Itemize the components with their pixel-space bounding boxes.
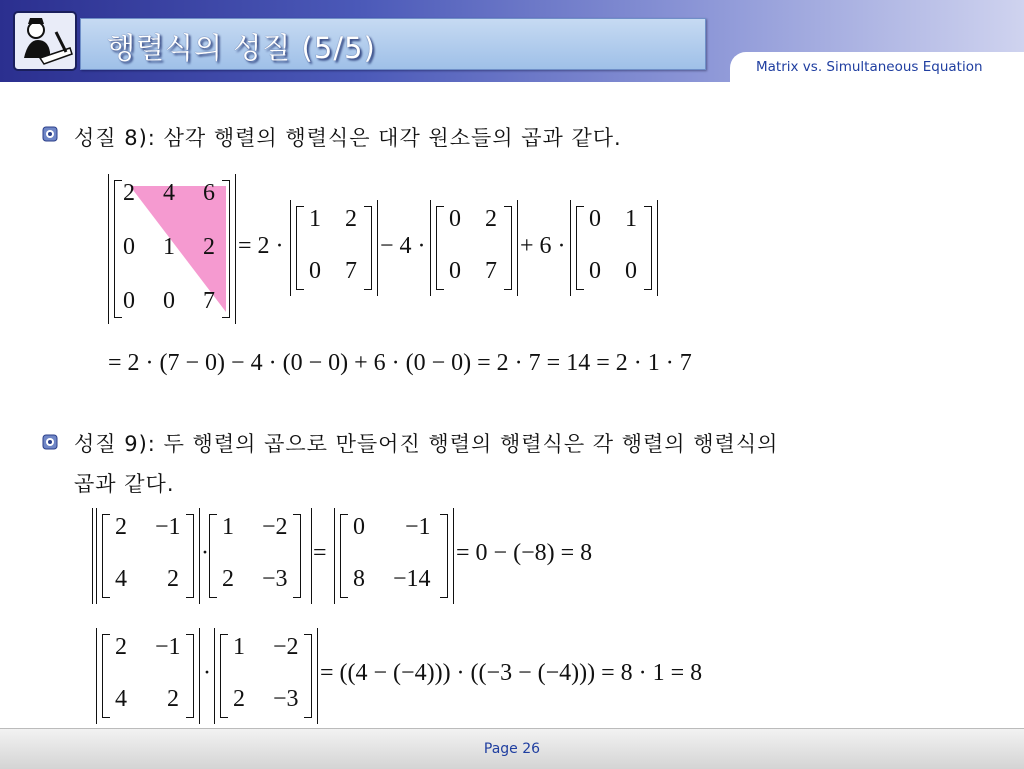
matrix-cell: 2 (222, 566, 234, 592)
matrix-cell: 0 (625, 258, 637, 284)
matrix-cell: 2 (115, 514, 127, 540)
det-B-2x2 (214, 628, 318, 724)
matrix-cell: −2 (262, 514, 288, 540)
property-9-continued: 곱과 같다. (74, 472, 175, 496)
matrix-cell: 1 (309, 206, 321, 232)
matrix-cell: 0 (123, 234, 135, 260)
property-9-text: 두 행렬의 곱으로 만들어진 행렬의 행렬식은 각 행렬의 행렬식의 (163, 432, 779, 456)
matrix-cell: −2 (273, 634, 299, 660)
matrix-cell: 0 (589, 258, 601, 284)
bullet-icon (42, 126, 58, 142)
bracket-right (304, 634, 312, 718)
matrix-cell: 6 (203, 180, 215, 206)
matrix-cell: −3 (273, 686, 299, 712)
matrix-cell: 0 (163, 288, 175, 314)
matrix-cell: 0 (123, 288, 135, 314)
bracket-right (364, 206, 372, 290)
expansion-result: = 2 · (7 − 0) − 4 · (0 − 0) + 6 · (0 − 0) = 2 · 7 = 14 = 2 · 1 · 7 (108, 350, 692, 376)
subtitle-tab (730, 52, 1024, 86)
matrix-cell: 0 (589, 206, 601, 232)
bracket-right (440, 514, 448, 598)
equation-result: = 0 − (−8) = 8 (456, 540, 593, 566)
matrix-cell: 0 (449, 258, 461, 284)
bracket-left (576, 206, 584, 290)
matrix-cell: 0 (353, 514, 365, 540)
writer-at-desk-icon (10, 8, 80, 74)
product-det-bars (92, 508, 312, 604)
bracket-left (102, 634, 110, 718)
property-9-label: 성질 9): (74, 432, 156, 456)
page-subtitle: Matrix vs. Simultaneous Equation (756, 59, 983, 75)
matrix-cell: 2 (167, 686, 179, 712)
det-minor-1 (290, 200, 378, 296)
operator: = 2 · (238, 233, 284, 259)
matrix-cell: 2 (203, 234, 215, 260)
bracket-right (186, 634, 194, 718)
property-8-text: 삼각 행렬의 행렬식은 대각 원소들의 곱과 같다. (163, 126, 622, 150)
det-minor-2 (430, 200, 518, 296)
property-9 (74, 428, 778, 458)
matrix-cell: −1 (405, 514, 431, 540)
matrix-cell: 2 (167, 566, 179, 592)
matrix-cell: −3 (262, 566, 288, 592)
bracket-right (222, 180, 230, 318)
bracket-left (436, 206, 444, 290)
matrix-cell: 1 (233, 634, 245, 660)
matrix-cell: 2 (345, 206, 357, 232)
matrix-cell: 4 (163, 180, 175, 206)
bracket-left (114, 180, 122, 318)
operator: · (203, 660, 211, 686)
matrix-cell: 1 (222, 514, 234, 540)
det-A-3x3 (108, 174, 236, 324)
matrix-cell: 4 (115, 686, 127, 712)
matrix-cell: 7 (203, 288, 215, 314)
operator: · (201, 540, 209, 566)
operator: = (313, 540, 327, 566)
property-8-label: 성질 8): (74, 126, 156, 150)
det-A-2x2 (96, 628, 200, 724)
matrix-cell: 7 (345, 258, 357, 284)
matrix-cell: 8 (353, 566, 365, 592)
matrix-cell: 0 (449, 206, 461, 232)
operator: − 4 · (380, 233, 426, 259)
page-title: 행렬식의 성질 (5/5) (107, 31, 376, 65)
matrix-cell: −1 (155, 634, 181, 660)
footer (0, 728, 1024, 769)
det-product-2x2 (334, 508, 454, 604)
operator: + 6 · (520, 233, 566, 259)
page-number: Page 26 (483, 741, 541, 757)
bracket-right (644, 206, 652, 290)
matrix-cell: 7 (485, 258, 497, 284)
matrix-cell: 2 (233, 686, 245, 712)
matrix-cell: 2 (115, 634, 127, 660)
bracket-right (504, 206, 512, 290)
matrix-cell: 1 (163, 234, 175, 260)
matrix-cell: 4 (115, 566, 127, 592)
matrix-cell: −1 (155, 514, 181, 540)
title-box (80, 18, 706, 70)
matrix-cell: −14 (393, 566, 431, 592)
bracket-left (296, 206, 304, 290)
bracket-left (220, 634, 228, 718)
matrix-cell: 2 (485, 206, 497, 232)
matrix-cell: 0 (309, 258, 321, 284)
matrix-cell: 1 (625, 206, 637, 232)
property-8 (74, 122, 622, 152)
det-minor-3 (570, 200, 658, 296)
equation-result: = ((4 − (−4))) · ((−3 − (−4))) = 8 · 1 = 8 (320, 660, 703, 686)
bracket-left (340, 514, 348, 598)
matrix-cell: 2 (123, 180, 135, 206)
bullet-icon (42, 434, 58, 450)
